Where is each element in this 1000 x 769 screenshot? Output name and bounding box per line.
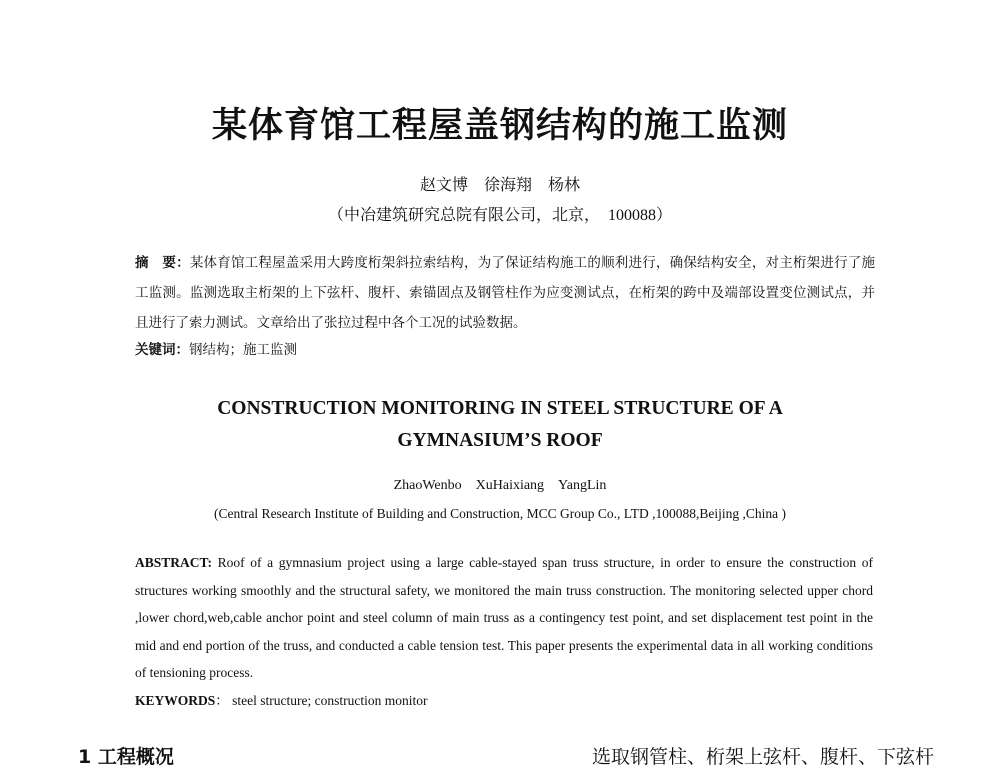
abstract-cn-text: 某体育馆工程屋盖采用大跨度桁架斜拉索结构，为了保证结构施工的顺利进行，确保结构安全，对主桁架进行了施工监测。监测选取主桁架的上下弦杆、腹杆、索锚固点及钢管柱作为应变测试点，在桁架的跨中及端部设置变位测试点，并且进行了索力测试。文章给出了张拉过程中各个工况的试验数据。 bbox=[135, 255, 876, 330]
keywords-cn-text: 钢结构；施工监测 bbox=[189, 342, 297, 357]
keywords-en-text: ： steel structure; construction monitor bbox=[215, 693, 428, 708]
abstract-en-text: Roof of a gymnasium project using a large cable-stayed span truss structure, in order to ensure the construction of structures working smoothly and the structural safety, we monitored the main truss construction. The monitoring selected upper chord ,lower chord,web,cable anchor point and steel column of main truss as a contingency test point, and set displacement test point in the mid and end portion of the truss, and conducted a cable tension test. This paper presents the experimental data in all working conditions of tensioning process. bbox=[135, 555, 873, 680]
abstract-cn bbox=[135, 248, 875, 338]
affiliation-en: (Central Research Institute of Building and Construction, MCC Group Co., LTD ,100088,Beijing ,China ) bbox=[213, 506, 787, 521]
paper-title: 某体育馆工程屋盖钢结构的施工监测 bbox=[211, 106, 788, 146]
column2-text: 选取钢管柱、桁架上弦杆、腹杆、下弦杆 bbox=[592, 747, 935, 768]
abstract-en bbox=[135, 549, 873, 687]
affiliation-cn: （中冶建筑研究总院有限公司，北京， 100088） bbox=[327, 207, 672, 224]
abstract-cn-label: 摘 要： bbox=[135, 255, 190, 270]
authors-cn: 赵文博 徐海翔 杨林 bbox=[419, 177, 580, 194]
keywords-cn bbox=[135, 338, 297, 358]
authors-en: ZhaoWenbo XuHaixiang YangLin bbox=[393, 478, 607, 493]
keywords-en bbox=[135, 689, 427, 709]
title-en-line2: GYMNASIUM’S ROOF bbox=[397, 430, 603, 451]
title-en-line1: CONSTRUCTION MONITORING IN STEEL STRUCTURE OF A bbox=[217, 398, 783, 419]
keywords-en-label: KEYWORDS bbox=[135, 693, 216, 708]
paper-title-en bbox=[0, 393, 1000, 457]
keywords-cn-label: 关键词： bbox=[135, 342, 189, 357]
section-heading: 1 工程概况 bbox=[78, 746, 174, 768]
abstract-en-label: ABSTRACT: bbox=[135, 555, 213, 570]
